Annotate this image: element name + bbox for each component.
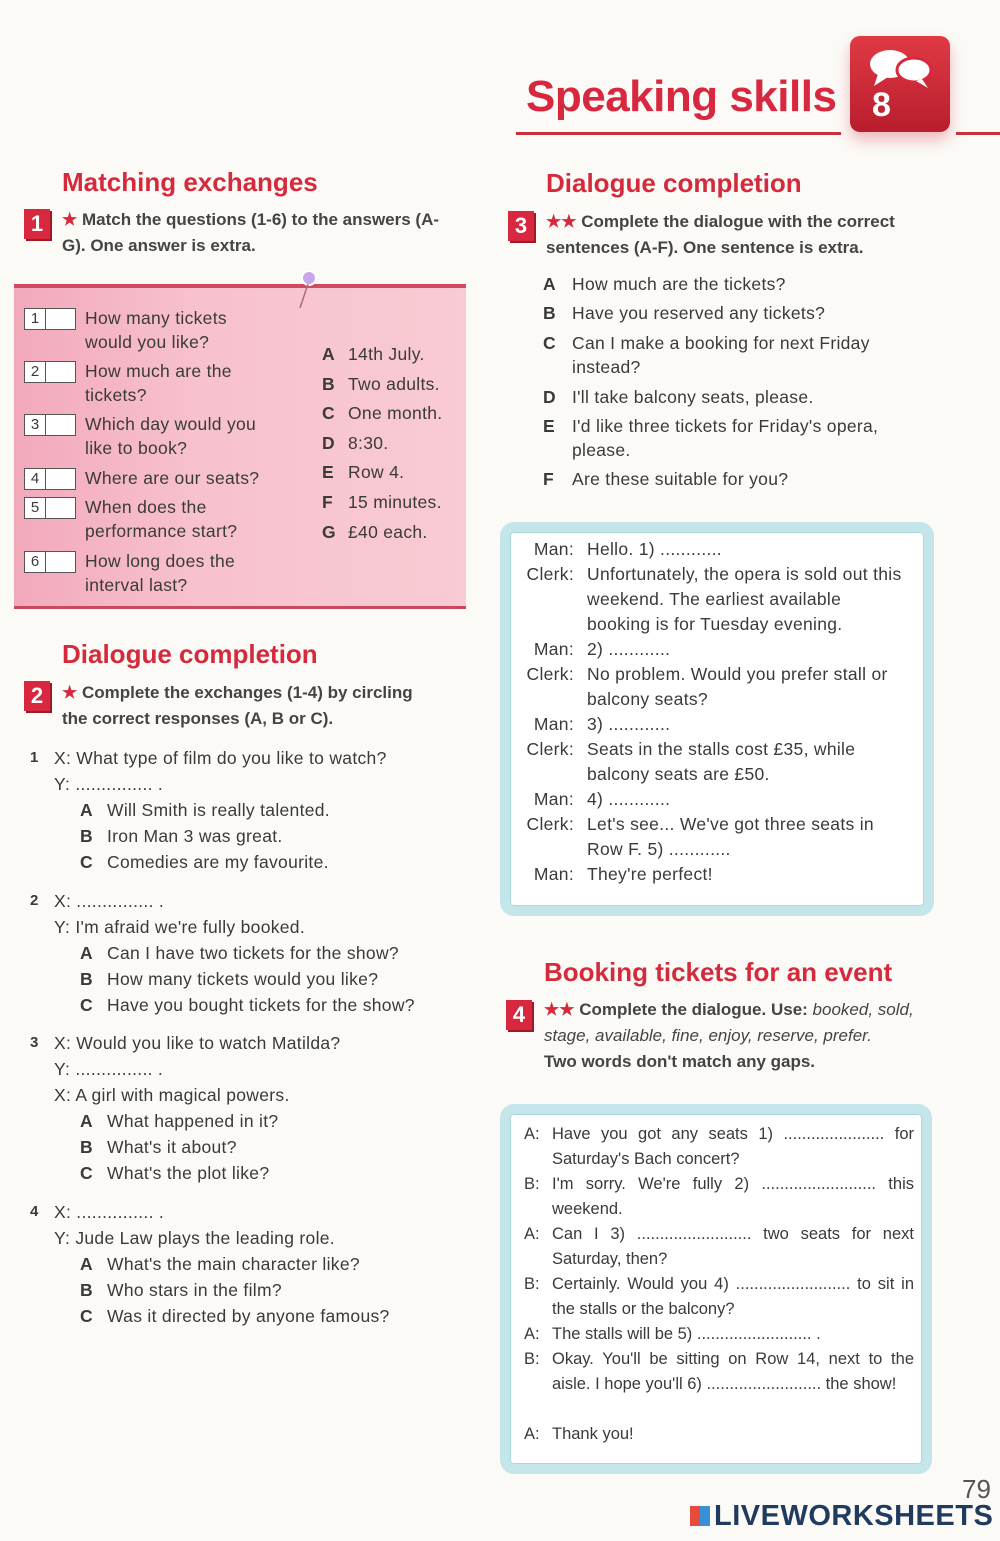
answer-item [322,462,404,483]
ex1-number: 1 [24,209,50,239]
dialogue-text: 4) ............ [587,789,671,809]
title-underline-right [956,132,1000,135]
option-letter: B [80,969,93,989]
unit-badge [850,36,950,132]
sentence-option [543,467,923,491]
option-text: How many tickets would you like? [107,969,379,989]
answer-letter: A [322,344,335,364]
panel-top-border [14,284,466,288]
speaker-label: Man: [533,639,574,659]
ex3-instruction [546,209,966,261]
item-number: 4 [30,1203,39,1220]
option-letter: A [80,943,93,963]
item-number: 3 [30,1034,39,1051]
answer-box[interactable] [24,497,76,519]
option-letter: B [543,303,556,323]
dialogue-text: Seats in the stalls cost £35, while balcony seats are £50. [587,739,856,784]
question-number: 1 [25,309,46,329]
option-text: Have you reserved any tickets? [572,303,826,323]
option-text: Who stars in the film? [107,1280,282,1300]
difficulty-star-icon: ★ [62,210,78,229]
answer-letter: F [322,492,333,512]
question-text [85,466,285,490]
unit-number: 8 [872,86,891,124]
ex2-heading: Dialogue completion [62,639,318,669]
ex4-number: 4 [506,1000,532,1030]
answer-item [322,374,440,395]
dialogue-text: Can I 3) ......................... two seats for next Saturday, then? [552,1225,914,1268]
answer-text: £40 each. [348,521,428,542]
speaker-y-line: Y: Jude Law plays the leading role. [54,1228,335,1248]
ex2-item [30,1030,460,1190]
page-title: Speaking skills [526,72,837,121]
footer-brand-text: LIVEWORKSHEETS [714,1500,994,1532]
ex1-instruction-text: Match the questions (1-6) to the answers (A-G). One answer is extra. [62,210,440,255]
question-number: 2 [25,362,46,382]
question-line: Where are our seats? [85,468,260,488]
speaker-label: B: [524,1275,540,1293]
option-text: What's it about? [107,1137,237,1157]
option-letter: C [80,1306,93,1326]
option-text: Are these suitable for you? [572,469,789,489]
speaker-y-line: Y: ............... . [54,1059,164,1079]
option-letter: A [80,1254,93,1274]
difficulty-star-icon: ★★ [544,1000,575,1019]
option-text: What's the plot like? [107,1163,270,1183]
dialogue-text: Have you got any seats 1) ...................... for Saturday's Bach concert? [552,1125,914,1168]
option-text: Comedies are my favourite. [107,852,329,872]
answer-box[interactable] [24,308,76,330]
ex4-instruction-text: Complete the dialogue. Use: [579,1000,808,1019]
ex2-instruction [62,680,462,732]
dialogue-text: Certainly. Would you 4) ......................... to sit in the stalls or the balcony? [552,1275,914,1318]
ex3-instruction-line2: sentences (A-F). One sentence is extra. [546,238,864,257]
question-line: How many tickets [85,308,227,328]
ex4-heading: Booking tickets for an event [544,957,893,987]
response-option[interactable] [80,992,415,1018]
option-letter: C [80,995,93,1015]
page-number: 79 [962,1474,991,1504]
answer-box[interactable] [24,361,76,383]
ex2-item [30,1199,460,1359]
speaker-label: A: [524,1325,540,1343]
speaker-y-line: Y: I'm afraid we're fully booked. [54,917,306,937]
sentence-option [543,272,923,296]
speaker-label: Man: [533,864,574,884]
speaker-label: A: [524,1125,540,1143]
answer-text: 14th July. [348,344,425,364]
ex2-item [30,745,460,905]
ex3-number: 3 [508,211,534,241]
dialogue-text: Hello. 1) ............ [587,539,722,559]
dialogue-text: 3) ............ [587,714,671,734]
sentence-option [543,331,923,379]
question-line: interval last? [85,575,188,595]
option-text: How much are the tickets? [572,274,786,294]
ex3-instruction-line1: Complete the dialogue with the correct [581,212,895,231]
response-option[interactable] [80,1277,282,1303]
option-letter: B [80,1280,93,1300]
dialogue-text: I'm sorry. We're fully 2) ......................... this weekend. [552,1175,914,1218]
option-text: Have you bought tickets for the show? [107,995,415,1015]
speaker-x-line: X: ............... . [54,891,165,911]
sentence-option [543,301,923,325]
speaker-label: Clerk: [526,739,574,759]
speaker-x-line: X: What type of film do you like to watch? [54,748,387,768]
answer-box[interactable] [24,551,76,573]
answer-box[interactable] [24,468,76,490]
option-text: Can I make a booking for next Friday instead? [572,333,870,377]
speaker-label: B: [524,1350,540,1368]
answer-letter: G [322,521,336,542]
answer-letter: D [322,432,335,453]
speech-bubbles-icon [866,46,934,90]
response-option[interactable] [80,1134,237,1160]
title-underline [516,132,841,135]
response-option[interactable] [80,940,399,966]
dialogue-text: Okay. You'll be sitting on Row 14, next to the aisle. I hope you'll 6) ......................... the show! [552,1350,914,1393]
response-option[interactable] [80,966,378,992]
option-letter: A [80,1111,93,1131]
speaker-label: Man: [533,714,574,734]
option-letter: C [80,1163,93,1183]
ex2-instruction-line1: Complete the exchanges (1-4) by circling [81,683,413,702]
speaker-x-line: X: Would you like to watch Matilda? [54,1033,341,1053]
answer-text: Two adults. [348,373,440,394]
option-text: Can I have two tickets for the show? [107,943,399,963]
option-text: I'd like three tickets for Friday's opera, please. [572,416,879,460]
speaker-label: A: [524,1225,540,1243]
option-letter: C [80,852,93,872]
answer-letter: B [322,373,335,394]
response-option[interactable] [80,1251,360,1277]
sentence-option [543,385,923,409]
dialogue-text: Let's see... We've got three seats in Row F. 5) ............ [587,814,874,859]
answer-item [322,344,425,365]
liveworksheets-logo-icon [690,1506,710,1526]
dialogue-text: No problem. Would you prefer stall or balcony seats? [587,664,888,709]
option-text: What's the main character like? [107,1254,360,1274]
item-number: 2 [30,892,39,909]
answer-text: One month. [348,403,443,424]
answer-box[interactable] [24,414,76,436]
option-letter: F [543,469,554,489]
option-letter: D [543,387,556,407]
footer-brand [690,1500,993,1533]
question-text [85,549,285,597]
question-line: When does the [85,497,207,517]
option-letter: B [80,826,93,846]
answer-letter: C [322,403,335,424]
difficulty-star-icon: ★ [62,683,78,702]
option-letter: E [543,416,555,436]
response-option[interactable] [80,1303,390,1329]
response-option[interactable] [80,849,329,875]
option-text: Will Smith is really talented. [107,800,330,820]
speaker-label: A: [524,1425,540,1443]
option-letter: A [543,274,556,294]
question-line: tickets? [85,385,147,405]
sentence-option [543,414,923,462]
answer-letter: E [322,462,334,483]
speaker-label: B: [524,1175,540,1193]
speaker-label: Man: [533,539,574,559]
pin-icon [294,268,318,310]
question-number: 6 [25,552,46,572]
ex4-instruction-end: Two words don't match any gaps. [544,1052,816,1071]
option-text: Iron Man 3 was great. [107,826,283,846]
ex2-instruction-line2: the correct responses (A, B or C). [62,709,334,728]
answer-text: Row 4. [348,462,405,483]
question-text [85,412,285,460]
answer-item [322,522,428,543]
question-text [85,359,285,407]
option-text: Was it directed by anyone famous? [107,1306,390,1326]
option-letter: B [80,1137,93,1157]
speaker-label: Clerk: [526,564,574,584]
question-number: 5 [25,498,46,518]
question-line: How long does the [85,551,236,571]
response-option[interactable] [80,1160,269,1186]
ex3-heading: Dialogue completion [546,168,802,198]
option-letter: C [543,333,556,353]
dialogue-text: Thank you! [552,1425,634,1443]
speaker-y-line: Y: ............... . [54,774,164,794]
question-line: Which day would you [85,414,257,434]
ex2-number: 2 [24,681,50,711]
question-text [85,495,285,543]
response-option[interactable] [80,797,330,823]
option-letter: A [80,800,93,820]
answer-text: 8:30. [348,432,389,453]
speaker-label: Clerk: [526,814,574,834]
item-number: 1 [30,749,39,766]
question-line: performance start? [85,521,238,541]
answer-item [322,403,442,424]
question-line: How much are the [85,361,232,381]
question-number: 3 [25,415,46,435]
option-text: I'll take balcony seats, please. [572,387,814,407]
response-option[interactable] [80,823,283,849]
response-option[interactable] [80,1108,278,1134]
answer-item [322,492,442,513]
question-line: would you like? [85,332,210,352]
ex1-heading: Matching exchanges [62,167,318,197]
ex2-item [30,888,460,1048]
option-text: What happened in it? [107,1111,279,1131]
difficulty-star-icon: ★★ [546,212,577,231]
question-line: like to book? [85,438,188,458]
ex4-instruction [544,997,944,1075]
ex4-word-bank: booked, sold, stage, available, fine, enjoy, reserve, prefer. [544,1000,914,1045]
ex1-instruction [62,207,457,259]
dialogue-text: They're perfect! [587,864,713,884]
answer-item [322,433,388,454]
speaker-x-line: X: ............... . [54,1202,165,1222]
dialogue-text: Unfortunately, the opera is sold out this weekend. The earliest available booking is for Tuesday evening. [587,564,902,634]
dialogue-text: The stalls will be 5) ......................... . [552,1325,821,1343]
answer-text: 15 minutes. [348,492,442,512]
speaker-label: Clerk: [526,664,574,684]
speaker-label: Man: [533,789,574,809]
question-number: 4 [25,469,46,489]
dialogue-text: 2) ............ [587,639,671,659]
question-text [85,306,285,354]
speaker-x-line: X: A girl with magical powers. [54,1085,290,1105]
